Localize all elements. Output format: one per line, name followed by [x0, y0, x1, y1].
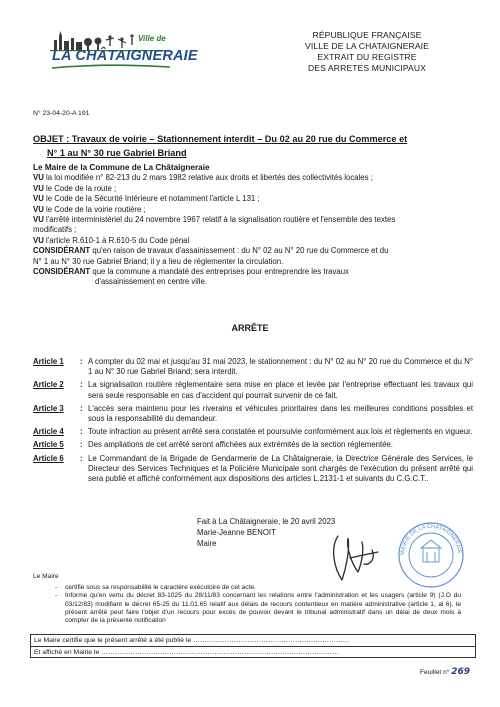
- considerant-line-cont: N° 1 au N° 30 rue Gabriel Briand; il y a lieu de réglementer la circulation.: [33, 256, 284, 266]
- article-label: Article 5: [33, 440, 64, 450]
- place-date: Fait à La Châtaigneraie, le 20 avril 2023: [197, 517, 336, 526]
- article-text: Le Commandant de la Brigade de Gendarmerie de La Châtaigneraie, la Directrice Générale des Services, le Directeur des Services Techniques et la Policière Municipale sont chargés de l'exécution du présent arrêté qui sera publié et affiché conformément aux dispositions des articles L.2131-1 et suivants du C.G.C.T..: [88, 453, 473, 484]
- sheet-number: [420, 667, 470, 677]
- decree-reference: N° 23-04-20-A 191: [33, 110, 90, 117]
- signatory-title: Maire: [197, 538, 217, 548]
- article-text: L'accès sera maintenu pour les riverains et véhicules prioritaires dans les meilleures conditions possibles et sous la responsabilité du demandeur.: [88, 403, 473, 424]
- vu-line: VU le Code de la route ;: [33, 183, 117, 193]
- mayor-heading: Le Maire de la Commune de La Châtaigneraie: [33, 163, 210, 172]
- town-logo: [48, 30, 198, 72]
- footer-item: - certifie sous sa responsabilité le caractère exécutoire de cet acte.: [65, 584, 473, 592]
- article-label: Article 1: [33, 357, 64, 366]
- considerant-line: CONSIDÉRANT qu'en raison de travaux d'assainissement : du N° 02 au N° 20 rue du Commerce et du: [33, 246, 389, 256]
- article-text: Toute infraction au présent arrêté sera constatée et poursuivie conformément aux lois et règlements en vigueur.: [88, 427, 473, 437]
- article-text: Des ampliations de cet arrêté seront affichées aux extrémités de la section réglementée.: [88, 440, 393, 450]
- footer-item: - Informe qu'en vertu du décret 83-1025 du 28/11/83 concernant les relations entre l'administration et les usagers (article 9) (J.O du 03/12/83) modifiant le décret 65-25 du 11.01.65 relatif aux délais de recours contentieux en matière administrative (article 1, al 6), le présent arrêté peut faire l'objet d'un recours pour excès de pouvoir devant le tribunal administratif dans un délai de deux mois à compter de la présente notification: [65, 592, 473, 625]
- subject-line: N° 1 au N° 30 rue Gabriel Briand: [47, 148, 187, 158]
- considerant-line: CONSIDÉRANT que la commune a mandaté des entreprises pour entreprendre les travaux: [33, 267, 349, 277]
- article-item: Article 1 : A compter du 02 mai et jusqu'au 31 mai 2023, le stationnement : du N° 02 au N° 20 rue du Commerce et du N° 1 au N° 30 rue Gabriel Briand; sera interdit.: [33, 357, 473, 377]
- vu-line: VU l'arrêté interministériel du 24 novembre 1967 relatif à la signalisation routière et l'ensemble des textes: [33, 215, 396, 225]
- preamble: [33, 163, 473, 288]
- vu-line-cont: modificatifs ;: [33, 225, 77, 235]
- logo-subtitle: Ville de: [138, 34, 166, 43]
- sheet-label: Feuillet n°: [420, 669, 450, 676]
- vu-line: VU le Code de la Sécurité Intérieure et notamment l'article L 131 ;: [33, 194, 260, 204]
- signature-block: [197, 517, 335, 549]
- article-item: Article 6 : Le Commandant de la Brigade de Gendarmerie de La Châtaigneraie, la Directrice Générale des Services, le Directeur des Services Techniques et la Policière Municipale sont chargés de l'exécution du présent arrêté qui sera publié et affiché conformément aux dispositions des articles L.2131-1 et suivants du C.G.C.T..: [33, 453, 473, 484]
- article-label: Article 4: [33, 427, 64, 437]
- vu-line: VU l'article R.610-1 à R.610-5 du Code pénal: [33, 235, 190, 245]
- sheet-value: 269: [451, 667, 471, 677]
- publication-box: [30, 634, 476, 658]
- header-block: [262, 30, 472, 74]
- vu-line: VU la loi modifiée n° 82-213 du 2 mars 1982 relative aux droits et libertés des collectivités locales ;: [33, 173, 373, 183]
- header-line: DES ARRETES MUNICIPAUX: [307, 63, 427, 73]
- article-label: Article 6: [33, 453, 64, 463]
- header-line: RÉPUBLIQUE FRANÇAISE: [312, 30, 422, 40]
- article-item: Article 4 : Toute infraction au présent arrêté sera constatée et poursuivie conformément aux lois et règlements en vigueur.: [33, 427, 473, 437]
- decree-subject: [33, 132, 473, 160]
- considerant-line-cont: d'assainissement en centre ville.: [95, 277, 208, 287]
- footer-notes: [33, 573, 473, 625]
- footer-label: Le Maire: [33, 573, 59, 580]
- display-line: Et affiché en Mairie le ……………………………………………………………………………………………: [34, 649, 340, 656]
- header-line: VILLE DE LA CHATAIGNERAIE: [305, 41, 429, 51]
- subject-line: OBJET : Travaux de voirie – Stationnement interdit – Du 02 au 20 rue du Commerce et: [33, 134, 408, 144]
- footer-list: [33, 584, 473, 625]
- vu-line: VU le Code de la voirie routière ;: [33, 204, 146, 214]
- article-label: Article 3: [33, 403, 64, 413]
- article-item: Article 2 : La signalisation routière réglementaire sera mise en place et levée par l'entreprise effectuant les travaux qui sera seule responsable en cas d'accident qui pourrait survenir de ce fait.: [33, 380, 473, 400]
- logo-name: LA CHÂTAIGNERAIE: [52, 48, 198, 64]
- article-text: La signalisation routière réglementaire sera mise en place et levée par l'entreprise effectuant les travaux qui sera seule responsable en cas d'accident qui pourrait survenir de ce fait.: [88, 380, 473, 400]
- article-item: Article 3 : L'accès sera maintenu pour les riverains et véhicules prioritaires dans les meilleures conditions possibles et sous la responsabilité du demandeur.: [33, 403, 473, 424]
- article-label: Article 2: [33, 380, 64, 390]
- signatory-name: Marie-Jeanne BENOIT: [197, 527, 276, 537]
- article-item: Article 5 : Des ampliations de cet arrêté seront affichées aux extrémités de la section réglementée.: [33, 440, 473, 450]
- publication-line: Le Maire certifie que le présent arrêté a été publié le ……………………………………………………………: [31, 635, 475, 647]
- article-text: A compter du 02 mai et jusqu'au 31 mai 2023, le stationnement : du N° 02 au N° 20 rue du Commerce et du N° 1 au N° 30 rue Gabriel Briand; sera interdit.: [88, 357, 473, 377]
- arrete-heading: ARRÊTE: [231, 323, 269, 333]
- articles-list: [33, 357, 473, 487]
- stamp-text: MAIRIE DE LA CHATAIGNERAIE: [399, 523, 463, 556]
- header-line: EXTRAIT DU REGISTRE: [317, 52, 417, 62]
